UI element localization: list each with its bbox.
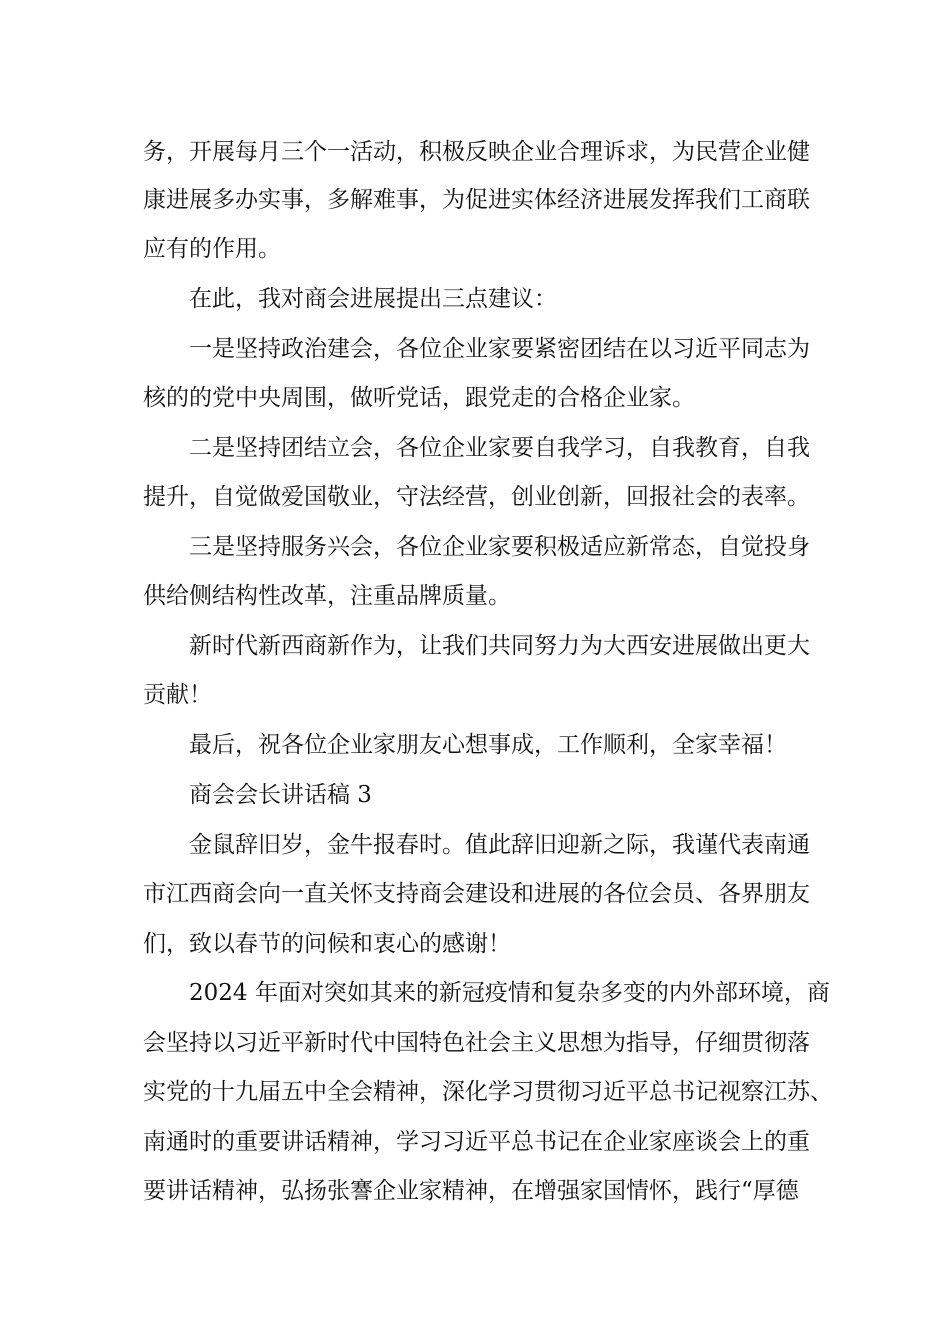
text-line: 一是坚持政治建会，各位企业家要紧密团结在以习近平同志为: [189, 336, 810, 362]
text-line: 三是坚持服务兴会，各位企业家要积极适应新常态，自觉投身: [189, 534, 810, 560]
text-line: 要讲话精神，弘扬张謇企业家精神，在增强家国情怀，践行“厚德: [143, 1178, 799, 1204]
text-line: 最后，祝各位企业家朋友心想事成，工作顺利，全家幸福！: [189, 732, 787, 758]
text-line: 务，开展每月三个一活动，积极反映企业合理诉求，为民营企业健: [143, 139, 810, 165]
text-line: 金鼠辞旧岁，金牛报春时。值此辞旧迎新之际，我谨代表南通: [189, 832, 810, 858]
text-line: 在此，我对商会进展提出三点建议：: [189, 286, 557, 312]
text-line: 2024 年面对突如其来的新冠疫情和复杂多变的内外部环境，商: [189, 980, 830, 1006]
text-line: 康进展多办实事，多解难事，为促进实体经济进展发挥我们工商联: [143, 187, 810, 213]
text-line: 们，致以春节的问候和衷心的感谢！: [143, 931, 511, 957]
section-title: 商会会长讲话稿 3: [189, 782, 372, 808]
text-line: 贡献！: [143, 682, 212, 708]
text-line: 应有的作用。: [143, 236, 281, 262]
text-line: 实党的十九届五中全会精神，深化学习贯彻习近平总书记视察江苏、: [143, 1079, 833, 1105]
text-line: 南通时的重要讲话精神，学习习近平总书记在企业家座谈会上的重: [143, 1129, 810, 1155]
text-line: 市江西商会向一直关怀支持商会建设和进展的各位会员、各界朋友: [143, 881, 810, 907]
text-line: 会坚持以习近平新时代中国特色社会主义思想为指导，仔细贯彻落: [143, 1030, 810, 1056]
text-line: 提升，自觉做爱国敬业，守法经营，创业创新，回报社会的表率。: [143, 484, 810, 510]
text-line: 核的的党中央周围，做听党话，跟党走的合格企业家。: [143, 385, 695, 411]
text-line: 新时代新西商新作为，让我们共同努力为大西安进展做出更大: [189, 633, 810, 659]
text-line: 供给侧结构性改革，注重品牌质量。: [143, 583, 511, 609]
text-line: 二是坚持团结立会，各位企业家要自我学习，自我教育，自我: [189, 435, 810, 461]
